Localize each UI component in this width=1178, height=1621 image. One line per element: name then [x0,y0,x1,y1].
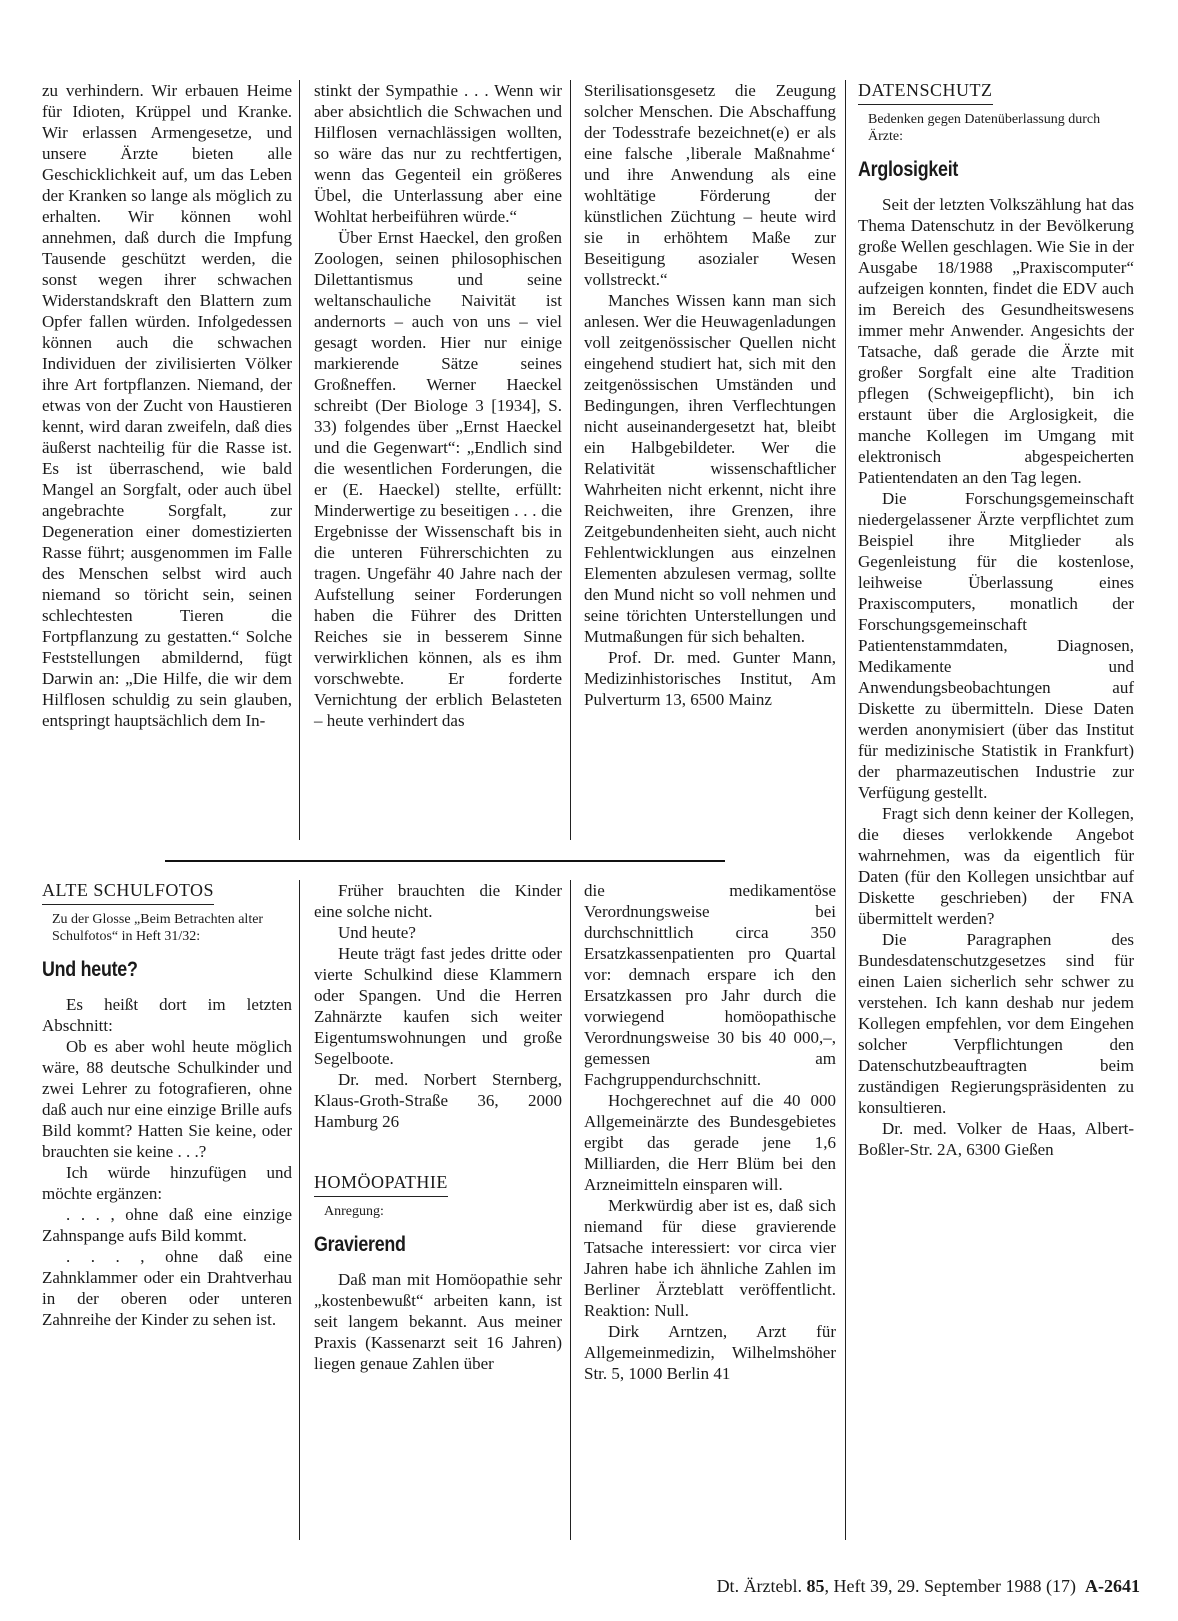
paragraph: Die Paragraphen des Bundesdatenschutzgesetzes sind für einen Laien sicherlich sehr schwer zu verstehen. Ich kann deshab nur jedem Kollegen empfehlen, vor dem Eingehen solcher Verpflichtungen den Datenschutzbeauftragten beim zuständigen Regierungspräsidenten zu konsultieren. [858,930,1134,1117]
paragraph: die medikamentöse Verordnungsweise bei durchschnittlich circa 350 Ersatzkassenpatienten pro Quartal vor: demnach erspare ich den Ersatzkassen pro Jahr durch die vorwiegend homöopathische Verordnungsweise 30 bis 40 000,–, gemessen am Fachgruppendurchschnitt. [584,881,836,1089]
issue-info: , Heft 39, 29. September 1988 (17) [824,1576,1076,1596]
section-rubric: HOMÖOPATHIE [314,1172,448,1197]
section-rubric: DATENSCHUTZ [858,80,993,105]
paragraph: Und heute? [338,923,416,942]
author-signature: Prof. Dr. med. Gunter Mann, Medizinhistorisches Institut, Am Pulverturm 13, 6500 Mainz [584,648,836,709]
article-column-3 [584,80,836,710]
author-signature: Dr. med. Norbert Sternberg, Klaus-Groth-Straße 36, 2000 Hamburg 26 [314,1070,562,1131]
article-column-2 [314,80,562,731]
paragraph: . . . , ohne daß eine einzige Zahnspange aufs Bild kommt. [42,1205,292,1245]
paragraph: Seit der letzten Volkszählung hat das Thema Datenschutz in der Bevölkerung große Wellen geschlagen. Wie Sie in der Ausgabe 18/1988 „Praxiscomputer“ aufzeigen konnten, findet die EDV auch im Bereich des Gesundheitswesens immer mehr Anwender. Angesichts der Tatsache, daß gerade die Ärzte mit großer Sorgfalt eine alte Tradition pflegen (Schweigepflicht), bin ich erstaunt über die Arglosigkeit, die manche Kollegen im Umgang mit elektronisch abgespeicherten Patientendaten an den Tag legen. [858,195,1134,487]
paragraph: Über Ernst Haeckel, den großen Zoologen, seinen philosophischen Dilettantismus und seine weltanschauliche Naivität ist andernorts – auch von uns – viel gesagt worden. Hier nur einige markierende Sätze seines Großneffen. Werner Haeckel schreibt (Der Biologe 3 [1934], S. 33) folgendes über „Ernst Haeckel und die Gegenwart“: „Endlich sind die wesentlichen Forderungen, die er (E. Haeckel) stellte, erfüllt: Minderwertige zu beseitigen . . . die Ergebnisse der Wissenschaft bis in die unteren Führerschichten zu tragen. Ungefähr 40 Jahre nach der Aufstellung seiner Forderungen haben die Führer des Dritten Reiches sie in besserem Sinne verwirklichen können, als es ihm vorschwebte. Er forderte Vernichtung der erblich Belasteten – heute verhindert das [314,228,562,730]
page-number: A-2641 [1085,1576,1140,1596]
paragraph: Ich würde hinzufügen und möchte ergänzen: [42,1163,292,1203]
paragraph: Früher brauchten die Kinder eine solche nicht. [314,881,562,921]
letter-headline: Arglosigkeit [858,158,959,181]
column-rule [570,80,571,840]
letter-headline: Gravierend [314,1233,406,1256]
section-divider [165,860,725,862]
letter-headline: Und heute? [42,958,138,981]
article-column-1 [42,80,292,731]
homoeopathie-continued [584,880,836,1384]
schulfotos-letter [42,880,292,1330]
paragraph: Es heißt dort im letzten Abschnitt: [42,995,292,1035]
paragraph: Sterilisationsgesetz die Zeugung solcher Menschen. Die Abschaffung der Todesstrafe bezeichnet(e) er als eine falsche ‚liberale Maßnahme‘ und ihre Anwendung als eine wohltätige Förderung der künstlichen Züchtung – heute wird sie in erhöhtem Maße zur Beseitigung asozialer Wesen vollstreckt.“ [584,81,836,289]
journal-name: Dt. Ärztebl. [716,1576,803,1596]
paragraph: Hochgerechnet auf die 40 000 Allgemeinärzte des Bundesgebietes ergibt das gerade jene 1,6 Milliarden, die Herr Blüm bei den Arzneimitteln einsparen will. [584,1091,836,1194]
page-footer [580,1576,1140,1597]
author-signature: Dirk Arntzen, Arzt für Allgemeinmedizin, Wilhelmshöher Str. 5, 1000 Berlin 41 [584,1322,836,1383]
journal-volume: 85 [806,1576,825,1596]
column-rule [570,880,571,1540]
column-rule [845,80,846,1540]
letter-subtitle: Zu der Glosse „Beim Betrachten alter Schulfotos“ in Heft 31/32: [52,912,264,944]
section-rubric: ALTE SCHULFOTOS [42,880,214,905]
column-rule [299,80,300,840]
datenschutz-letter [858,80,1134,1160]
paragraph: stinkt der Sympathie . . . Wenn wir aber absichtlich die Schwachen und Hilflosen vernachlässigen wollten, so wäre das nur zu rechtfertigen, wenn das Gegenteil ein größeres Übel, die Unterlassung aber eine Wohltat herbeiführen würde.“ [314,81,562,226]
paragraph: Manches Wissen kann man sich anlesen. Wer die Heuwagenladungen voll zeitgenössischer Quellen nicht eingehend studiert hat, sich mit den zeitgenössischen Umständen und Bedingungen, ihren Verflechtungen nicht auseinandergesetzt hat, bleibt ein Halbgebildeter. Wer die Relativität wissenschaftlicher Wahrheiten nicht erkennt, nicht ihre Reichweiten, ihre Grenzen, ihre Zeitgebundenheiten sieht, auch nicht Fehlentwicklungen aus einzelnen Elementen abzulesen vermag, sollte den Mund nicht so voll nehmen und seine törichten Unterstellungen und Mutmaßungen für sich behalten. [584,291,836,646]
paragraph: Heute trägt fast jedes dritte oder vierte Schulkind diese Klammern oder Spangen. Und die Herren Zahnärzte kaufen sich weiter Eigentumswohnungen und große Segelboote. [314,944,562,1068]
paragraph: Daß man mit Homöopathie sehr „kostenbewußt“ arbeiten kann, ist seit langem bekannt. Aus meiner Praxis (Kassenarzt seit 16 Jahren) liegen genaue Zahlen über [314,1270,562,1373]
paragraph: Merkwürdig aber ist es, daß sich niemand für diese gravierende Tatsache interessiert: vor circa vier Jahren habe ich ähnliche Zahlen im Berliner Ärzteblatt veröffentlicht. Reaktion: Null. [584,1196,836,1320]
letter-subtitle: Bedenken gegen Datenüberlassung durch Ärzte: [868,112,1101,144]
schulfotos-continued [314,880,562,1374]
paragraph: zu verhindern. Wir erbauen Heime für Idioten, Krüppel und Kranke. Wir erlassen Armengesetze, und unsere Ärzte bieten alle Geschicklichkeit auf, um das Leben der Kranken so lange als möglich zu erhalten. Wir können wohl annehmen, daß durch die Impfung Tausende geschützt werden, die sonst wegen ihrer schwachen Widerstandskraft den Blattern zum Opfer fallen würden. Infolgedessen können auch die schwachen Individuen der zivilisierten Völker ihre Art fortpflanzen. Niemand, der etwas von der Zucht von Haustieren kennt, wird daran zweifeln, daß dies äußerst nachteilig für die Rasse ist. Es ist überraschend, wie bald Mangel an Sorgfalt, oder auch übel angebrachte Sorgfalt, zur Degeneration einer domestizierten Rasse führt; ausgenommen im Falle des Menschen selbst wird auch niemand so töricht sein, seinen schlechtesten Tieren die Fortpflanzung zu gestatten.“ Solche Feststellungen abmildernd, fügt Darwin an: „Die Hilfe, die wir dem Hilflosen schuldig zu sein glauben, entspringt hauptsächlich dem In- [42,81,292,730]
column-rule [299,880,300,1540]
letter-subtitle: Anregung: [324,1204,384,1219]
paragraph: Ob es aber wohl heute möglich wäre, 88 deutsche Schulkinder und zwei Lehrer zu fotografieren, ohne daß auch nur eine einzige Brille aufs Bild kommt? Hatten Sie keine, oder brauchten sie keine . . .? [42,1037,292,1161]
paragraph: Die Forschungsgemeinschaft niedergelassener Ärzte verpflichtet zum Beispiel ihre Mitglieder als Gegenleistung für die kostenlose, leihweise Überlassung eines Praxiscomputers, monatlich der Forschungsgemeinschaft Patientenstammdaten, Diagnosen, Medikamente und Anwendungsbeobachtungen auf Diskette zu übermitteln. Diese Daten werden anonymisiert (über das Institut für medizinische Statistik in Frankfurt) der pharmazeutischen Industrie zur Verfügung gestellt. [858,489,1134,802]
author-signature: Dr. med. Volker de Haas, Albert-Boßler-Str. 2A, 6300 Gießen [858,1119,1134,1159]
paragraph: . . . , ohne daß eine Zahnklammer oder ein Drahtverhau in der oberen oder unteren Zahnreihe der Kinder zu sehen ist. [42,1247,292,1329]
paragraph: Fragt sich denn keiner der Kollegen, die dieses verlokkende Angebot wahrnehmen, was da eigentlich für Daten (für den Kollegen unsichtbar auf Diskette geschrieben) der FNA übermittelt werden? [858,804,1134,928]
